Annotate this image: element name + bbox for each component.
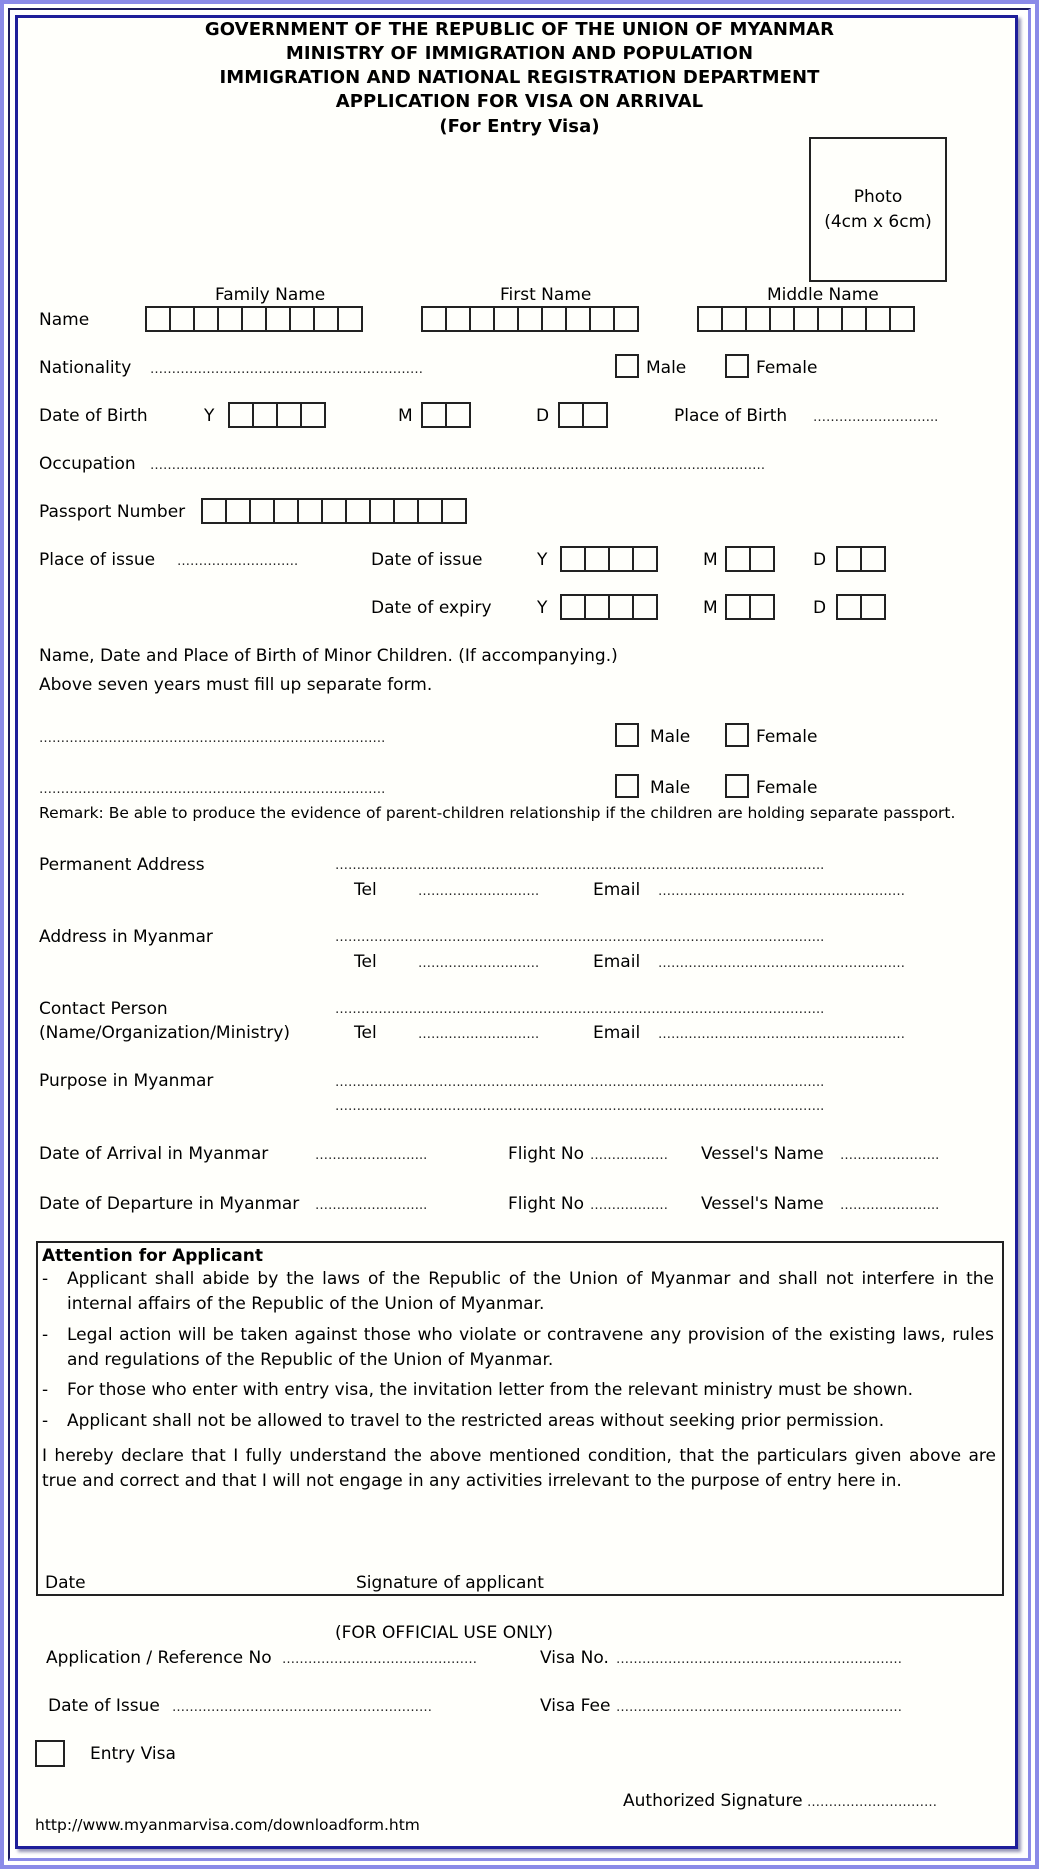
departure-date-field[interactable]: …………………….. — [315, 1198, 428, 1213]
applicant-date-label: Date — [45, 1573, 86, 1593]
expiry-day-label: D — [813, 598, 827, 618]
child-1-field[interactable]: ……………………………………….……………………………. — [39, 731, 386, 746]
issue-day-label: D — [813, 550, 827, 570]
official-date-issue-field[interactable]: …………………………………………………… — [172, 1700, 432, 1715]
passport-number-boxes[interactable] — [201, 498, 467, 524]
myanmar-email-label: Email — [593, 952, 641, 972]
female-label: Female — [756, 358, 818, 378]
passport-number-label: Passport Number — [39, 502, 186, 522]
official-use-title: (FOR OFFICIAL USE ONLY) — [335, 1623, 554, 1643]
attention-bullet-4: - Applicant shall not be allowed to travel to the restricted areas without seeking prior permission. — [42, 1409, 994, 1434]
dob-label: Date of Birth — [39, 406, 148, 426]
issue-month-label: M — [703, 550, 718, 570]
male-label: Male — [646, 358, 687, 378]
form-subtitle: (For Entry Visa) — [439, 116, 600, 137]
permanent-address-field[interactable]: ………………………………………………………………………………………………….. — [335, 858, 825, 873]
arrival-flight-field[interactable]: ……………… — [590, 1148, 668, 1163]
visa-no-label: Visa No. — [540, 1648, 609, 1668]
visa-fee-label: Visa Fee — [540, 1696, 611, 1716]
expiry-month-boxes[interactable] — [725, 594, 775, 620]
issue-month-boxes[interactable] — [725, 546, 775, 572]
arrival-flight-label: Flight No — [508, 1144, 584, 1164]
attention-bullet-3: - For those who enter with entry visa, the invitation letter from the relevant ministry must be shown. — [42, 1378, 994, 1403]
expiry-year-boxes[interactable] — [560, 594, 658, 620]
dob-day-label: D — [536, 406, 550, 426]
child-2-field[interactable]: ……………………………………….……………………………. — [39, 782, 386, 797]
contact-email-field[interactable]: ………………………………………………… — [658, 1027, 905, 1042]
attention-box — [36, 1241, 1004, 1596]
arrival-date-label: Date of Arrival in Myanmar — [39, 1144, 269, 1164]
child-2-male-label: Male — [650, 778, 691, 798]
permanent-tel-label: Tel — [354, 880, 377, 900]
departure-date-label: Date of Departure in Myanmar — [39, 1194, 300, 1214]
name-label: Name — [39, 310, 90, 330]
declaration-text: I hereby declare that I fully understand the above mentioned condition, that the particulars given above are true and correct and that I will not engage in any activities irrelevant to the purpose of entry here in. — [42, 1446, 996, 1491]
place-of-birth-label: Place of Birth — [674, 406, 788, 426]
male-checkbox[interactable] — [615, 354, 639, 378]
child-1-female-checkbox[interactable] — [725, 723, 749, 747]
contact-email-label: Email — [593, 1023, 641, 1043]
contact-tel-label: Tel — [354, 1023, 377, 1043]
address-myanmar-label: Address in Myanmar — [39, 927, 213, 947]
departure-flight-field[interactable]: ……………… — [590, 1198, 668, 1213]
attention-bullet-1: - Applicant shall abide by the laws of the Republic of the Union of Myanmar and shall not interfere in the internal affairs of the Republic of the Union of Myanmar. — [42, 1269, 994, 1314]
purpose-field-2[interactable]: ………………………………………………………………………………………………….. — [335, 1099, 825, 1114]
family-name-boxes[interactable] — [145, 306, 363, 332]
app-ref-field[interactable]: ……………………………………… — [282, 1652, 477, 1667]
date-of-issue-label: Date of issue — [371, 550, 483, 570]
photo-size: (4cm x 6cm) — [824, 212, 932, 232]
photo-label: Photo — [853, 187, 903, 207]
first-name-boxes[interactable] — [421, 306, 639, 332]
expiry-month-label: M — [703, 598, 718, 618]
myanmar-tel-field[interactable]: ………………………. — [418, 956, 540, 971]
dob-day-boxes[interactable] — [558, 402, 608, 428]
footer-url[interactable]: http://www.myanmarvisa.com/downloadform.htm — [35, 1816, 420, 1834]
arrival-vessel-label: Vessel's Name — [701, 1144, 824, 1164]
header-ministry: MINISTRY OF IMMIGRATION AND POPULATION — [285, 43, 754, 64]
child-2-male-checkbox[interactable] — [615, 774, 639, 798]
place-of-birth-field[interactable]: ……………………….. — [813, 410, 939, 425]
place-of-issue-label: Place of issue — [39, 550, 156, 570]
contact-person-label: Contact Person — [39, 999, 168, 1019]
entry-visa-checkbox[interactable] — [35, 1740, 65, 1767]
date-of-expiry-label: Date of expiry — [371, 598, 492, 618]
contact-person-sublabel: (Name/Organization/Ministry) — [39, 1023, 291, 1043]
dash-bullet: - — [42, 1411, 49, 1431]
permanent-tel-field[interactable]: ………………………. — [418, 884, 540, 899]
official-date-issue-label: Date of Issue — [48, 1696, 160, 1716]
child-1-male-checkbox[interactable] — [615, 723, 639, 747]
child-1-male-label: Male — [650, 727, 691, 747]
expiry-year-label: Y — [537, 598, 548, 618]
departure-vessel-field[interactable]: ………………….. — [840, 1198, 940, 1213]
dash-bullet: - — [42, 1380, 49, 1400]
departure-flight-label: Flight No — [508, 1194, 584, 1214]
myanmar-email-field[interactable]: ………………………………………………… — [658, 956, 905, 971]
visa-fee-field[interactable]: ………………………………………………………… — [616, 1700, 902, 1715]
form-title: APPLICATION FOR VISA ON ARRIVAL — [335, 91, 704, 112]
child-1-female-label: Female — [756, 727, 818, 747]
child-2-female-label: Female — [756, 778, 818, 798]
dob-month-label: M — [398, 406, 413, 426]
arrival-date-field[interactable]: …………………….. — [315, 1148, 428, 1163]
contact-tel-field[interactable]: ………………………. — [418, 1027, 540, 1042]
permanent-email-field[interactable]: ………………………………………………… — [658, 884, 905, 899]
issue-year-boxes[interactable] — [560, 546, 658, 572]
attention-title: Attention for Applicant — [42, 1246, 263, 1266]
contact-person-field[interactable]: ………………………………………………………………………………………………….. — [335, 1002, 825, 1017]
children-note: Above seven years must fill up separate form. — [39, 675, 433, 695]
app-ref-label: Application / Reference No — [46, 1648, 272, 1668]
visa-no-field[interactable]: ………………………………………………………… — [616, 1652, 902, 1667]
children-instruction: Name, Date and Place of Birth of Minor Children. (If accompanying.) — [39, 646, 618, 666]
expiry-day-boxes[interactable] — [836, 594, 886, 620]
nationality-label: Nationality — [39, 358, 132, 378]
header-department: IMMIGRATION AND NATIONAL REGISTRATION DEPARTMENT — [219, 67, 820, 88]
dob-year-boxes[interactable] — [228, 402, 326, 428]
authorized-signature-label: Authorized Signature — [623, 1791, 803, 1811]
permanent-email-label: Email — [593, 880, 641, 900]
dash-bullet: - — [42, 1325, 49, 1345]
authorized-signature-field[interactable]: ………………………… — [807, 1795, 937, 1810]
issue-day-boxes[interactable] — [836, 546, 886, 572]
occupation-label: Occupation — [39, 454, 136, 474]
dash-bullet: - — [42, 1269, 49, 1289]
departure-vessel-label: Vessel's Name — [701, 1194, 824, 1214]
middle-name-label: Middle Name — [767, 285, 879, 305]
nationality-field[interactable]: ……………………………………………………… — [150, 362, 423, 377]
place-of-issue-field[interactable]: ………………………. — [177, 554, 299, 569]
attention-bullet-2: - Legal action will be taken against those who violate or contravene any provision of the existing laws, rules and regulations of the Republic of the Union of Myanmar. — [42, 1325, 994, 1370]
middle-name-boxes[interactable] — [697, 306, 915, 332]
entry-visa-label: Entry Visa — [90, 1744, 176, 1764]
child-2-female-checkbox[interactable] — [725, 774, 749, 798]
first-name-label: First Name — [500, 285, 592, 305]
occupation-field[interactable]: ………………………………………………………….………………………………………………………………… — [150, 458, 766, 473]
family-name-label: Family Name — [215, 285, 326, 305]
address-myanmar-field[interactable]: ………………………………………………………………………………………………….. — [335, 930, 825, 945]
myanmar-tel-label: Tel — [354, 952, 377, 972]
female-checkbox[interactable] — [725, 354, 749, 378]
permanent-address-label: Permanent Address — [39, 855, 205, 875]
children-remark: Remark: Be able to produce the evidence of parent-children relationship if the children are holding separate passport. — [39, 804, 956, 822]
purpose-field-1[interactable]: ………………………………………………………………………………………………….. — [335, 1075, 825, 1090]
dob-month-boxes[interactable] — [421, 402, 471, 428]
purpose-label: Purpose in Myanmar — [39, 1071, 214, 1091]
header-government: GOVERNMENT OF THE REPUBLIC OF THE UNION OF MYANMAR — [204, 19, 835, 40]
dob-year-label: Y — [204, 406, 215, 426]
issue-year-label: Y — [537, 550, 548, 570]
arrival-vessel-field[interactable]: ………………….. — [840, 1148, 940, 1163]
applicant-signature-label[interactable]: Signature of applicant — [356, 1573, 544, 1593]
photo-box[interactable] — [809, 137, 947, 282]
